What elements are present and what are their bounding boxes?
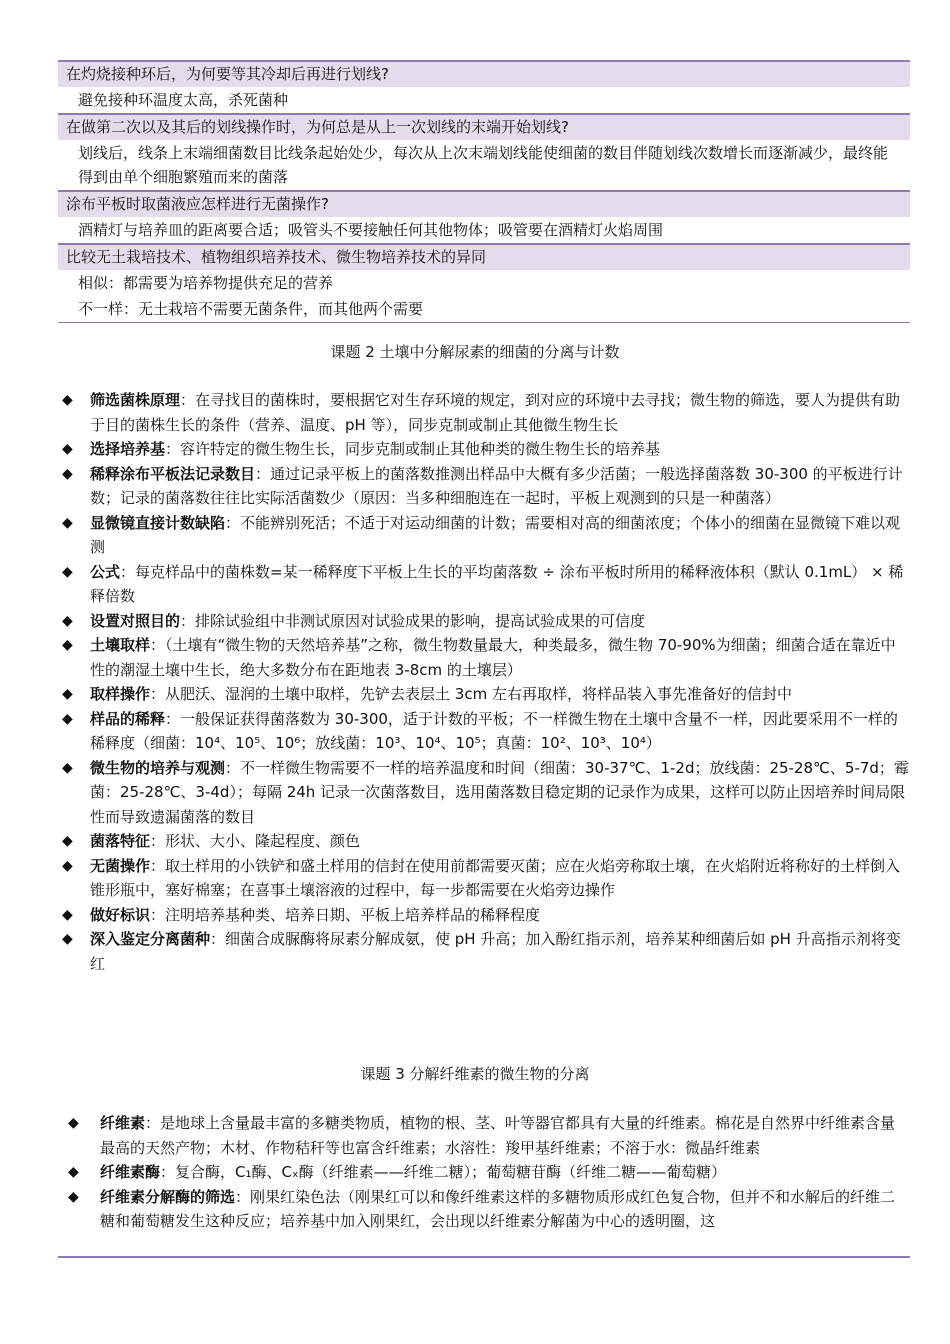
diamond-bullet-icon: ◆ [62, 833, 73, 849]
diamond-bullet-icon: ◆ [62, 612, 73, 629]
list-item: ◆ 无菌操作：取土样用的小铁铲和盛土样用的信封在使用前都需要灭菌；应在火焰旁称取土壤，在火焰附近将称好的土样倒入锥形瓶中，塞好棉塞；在喜事土壤溶液的过程中，每一步都需要在火焰旁边操作 [58, 854, 910, 903]
qa-table [58, 60, 910, 323]
qa-answer: 酒精灯与培养皿的距离要合适；吸管头不要接触任何其他物体；吸管要在酒精灯火焰周围 [58, 217, 910, 243]
list-item: ◆ 样品的稀释：一般保证获得菌落数为 30-300，适于计数的平板；不一样微生物在土壤中含量不一样，因此要采用不一样的稀释度（细菌：10⁴、10⁵、10⁶；放线菌：10³、10⁴、10⁵；真菌：10²、10³、10⁴） [58, 707, 910, 756]
list-item: ◆ 纤维素：是地球上含量最丰富的多糖类物质，植物的根、茎、叶等器官都具有大量的纤维素。棉花是自然界中纤维素含量最高的天然产物；木材、作物秸秆等也富含纤维素；水溶性：羧甲基纤维素；不溶于水：微晶纤维素 [58, 1111, 910, 1160]
bullet-list-section2 [58, 388, 910, 976]
diamond-bullet-icon: ◆ [62, 759, 73, 776]
diamond-bullet-icon: ◆ [62, 514, 73, 531]
qa-question: 在灼烧接种环后，为何要等其冷却后再进行划线? [58, 60, 910, 87]
diamond-bullet-icon: ◆ [62, 441, 73, 457]
diamond-bullet-icon: ◆ [68, 1188, 79, 1205]
qa-question: 比较无土栽培技术、植物组织培养技术、微生物培养技术的异同 [58, 243, 910, 270]
list-item: ◆ 纤维素分解酶的筛选：刚果红染色法（刚果红可以和像纤维素这样的多糖物质形成红色复合物，但并不和水解后的纤维二糖和葡萄糖发生这种反应；培养基中加入刚果红，会出现以纤维素分解菌为中心的透明圈，这 [58, 1185, 910, 1234]
list-item: ◆ 做好标识：注明培养基种类、培养日期、平板上培养样品的稀释程度 [58, 903, 910, 928]
section-title: 课题 3 分解纤维素的微生物的分离 [360, 1065, 590, 1083]
list-item: ◆ 微生物的培养与观测：不一样微生物需要不一样的培养温度和时间（细菌：30-37℃、1-2d；放线菌：25-28℃、5-7d；霉菌：25-28℃、3-4d）；每隔 24h 记录一次菌落数目，选用菌落数目稳定期的记录作为成果，这样可以防止因培养时间局限性而导致遗漏菌落的数目 [58, 756, 910, 830]
bottom-rule [58, 1256, 910, 1258]
diamond-bullet-icon: ◆ [62, 710, 73, 727]
diamond-bullet-icon: ◆ [62, 857, 73, 874]
list-item: ◆ 公式：每克样品中的菌株数=某一稀释度下平板上生长的平均菌落数 ÷ 涂布平板时所用的稀释液体积（默认 0.1mL） × 稀释倍数 [58, 560, 910, 609]
list-item: ◆ 菌落特征：形状、大小、隆起程度、颜色 [58, 829, 910, 854]
list-item: ◆ 纤维素酶：复合酶，C₁酶、Cₓ酶（纤维素——纤维二糖）；葡萄糖苷酶（纤维二糖——葡萄糖） [58, 1160, 910, 1185]
qa-answer: 相似：都需要为培养物提供充足的营养 [58, 270, 910, 296]
list-item: ◆ 深入鉴定分离菌种：细菌合成脲酶将尿素分解成氨，使 pH 升高；加入酚红指示剂，培养某种细菌后如 pH 升高指示剂将变红 [58, 927, 910, 976]
diamond-bullet-icon: ◆ [62, 931, 73, 947]
diamond-bullet-icon: ◆ [62, 686, 73, 702]
list-item: ◆ 设置对照目的：排除试验组中非测试原因对试验成果的影响，提高试验成果的可信度 [58, 609, 910, 634]
qa-question: 在做第二次以及其后的划线操作时，为何总是从上一次划线的末端开始划线? [58, 113, 910, 140]
qa-answer: 避免接种环温度太高，杀死菌种 [58, 87, 910, 113]
list-item: ◆ 显微镜直接计数缺陷：不能辨别死活；不适于对运动细菌的计数；需要相对高的细菌浓度；个体小的细菌在显微镜下难以观测 [58, 511, 910, 560]
diamond-bullet-icon: ◆ [62, 906, 73, 923]
diamond-bullet-icon: ◆ [62, 465, 73, 482]
diamond-bullet-icon: ◆ [68, 1164, 79, 1180]
diamond-bullet-icon: ◆ [62, 563, 73, 580]
list-item: ◆ 取样操作：从肥沃、湿润的土壤中取样，先铲去表层土 3cm 左右再取样，将样品装入事先准备好的信封中 [58, 682, 910, 707]
qa-question: 涂布平板时取菌液应怎样进行无菌操作? [58, 190, 910, 217]
list-item: ◆ 选择培养基：容许特定的微生物生长，同步克制或制止其他种类的微生物生长的培养基 [58, 437, 910, 462]
qa-answer: 划线后，线条上末端细菌数目比线条起始处少，每次从上次末端划线能使细菌的数目伴随划线次数增长而逐渐减少，最终能得到由单个细胞繁殖而来的菌落 [58, 140, 910, 190]
qa-answer: 不一样：无土栽培不需要无菌条件，而其他两个需要 [58, 296, 910, 322]
diamond-bullet-icon: ◆ [62, 392, 73, 408]
list-item: ◆ 土壤取样：（土壤有“微生物的天然培养基”之称，微生物数量最大，种类最多，微生物 70-90%为细菌；细菌合适在靠近中性的潮湿土壤中生长，绝大多数分布在距地表 3-8cm 的土壤层） [58, 633, 910, 682]
section-title: 课题 2 土壤中分解尿素的细菌的分离与计数 [330, 343, 620, 361]
bullet-list-section3 [58, 1111, 910, 1234]
diamond-bullet-icon: ◆ [62, 637, 73, 653]
list-item: ◆ 筛选菌株原理：在寻找目的菌株时，要根据它对生存环境的规定，到对应的环境中去寻找；微生物的筛选，要人为提供有助于目的菌株生长的条件（营养、温度、pH 等），同步克制或制止其他微生物生长 [58, 388, 910, 437]
list-item: ◆ 稀释涂布平板法记录数目：通过记录平板上的菌落数推测出样品中大概有多少活菌；一般选择菌落数 30-300 的平板进行计数；记录的菌落数往往比实际活菌数少（原因：当多种细胞连在一起时，平板上观测到的只是一种菌落） [58, 462, 910, 511]
diamond-bullet-icon: ◆ [68, 1115, 79, 1131]
